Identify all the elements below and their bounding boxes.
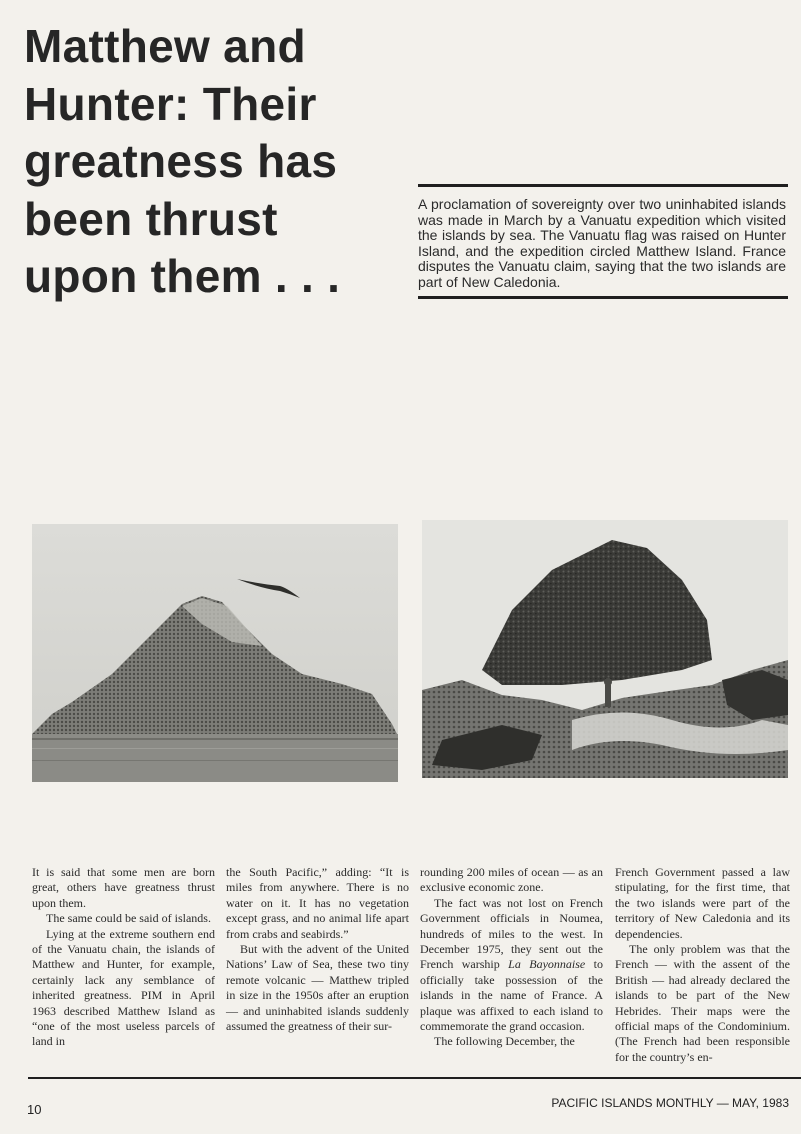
body-column-4	[615, 865, 790, 1065]
paragraph-text: to officially take possession of the islands in the name of France. A plaque was affixed to each island to commemorate the grand occasion.	[420, 957, 603, 1034]
paragraph: The same could be said of islands.	[46, 911, 211, 926]
magazine-footer: PACIFIC ISLANDS MONTHLY — MAY, 1983	[551, 1096, 789, 1110]
paragraph: The following December, the	[434, 1034, 575, 1049]
rocky-shore-photo-icon	[422, 520, 788, 778]
body-column-3	[420, 865, 603, 1050]
ship-name: La Bayonnaise	[508, 957, 586, 972]
paragraph	[420, 896, 603, 1035]
headline-line: greatness has	[24, 135, 338, 187]
body-column-1	[32, 865, 215, 1050]
standfirst-top-rule	[418, 184, 788, 187]
paragraph: the South Pacific,” adding: “It is miles from anywhere. There is no water on it. It has no vegetation except grass, and no animal life apart from crabs and seabirds.”	[226, 865, 409, 941]
body-column-2	[226, 865, 409, 1034]
headline	[24, 18, 384, 306]
island-photo	[32, 524, 398, 782]
headline-line: Hunter: Their	[24, 77, 317, 130]
paragraph: It is said that some men are born great, others have greatness thrust upon them.	[32, 865, 215, 910]
island-photo-icon	[32, 524, 398, 782]
standfirst: A proclamation of sovereignty over two uninhabited islands was made in March by a Vanuatu expedition which visited the islands by sea. The Vanuatu flag was raised on Hunter Island, and the expedition circled Matthew Island. France disputes the Vanuatu claim, saying that the two islands are part of New Caledonia.	[418, 196, 786, 290]
paragraph: Lying at the extreme southern end of the Vanuatu chain, the islands of Matthew and Hunter, for example, certainly lack any semblance of inherited greatness. PIM in April 1963 described Matthew Island as “one of the most useless parcels of land in	[32, 926, 215, 1049]
headline-line: Matthew and	[24, 20, 306, 72]
page-number: 10	[27, 1102, 42, 1117]
paragraph-text: The fact was not lost on French Government officials in Noumea, hundreds of miles to the west. In December 1975, they sent out the French warship	[420, 895, 603, 972]
paragraph: But with the advent of the United Nations’ Law of Sea, these two tiny remote volcanic — Matthew tripled in size in the 1950s after an eruption — and uninhabited islands suddenly assumed the greatness of their sur-	[226, 942, 409, 1034]
paragraph: rounding 200 miles of ocean — as an exclusive economic zone.	[420, 865, 603, 895]
headline-line: upon them . . .	[24, 250, 341, 302]
headline-line: been thrust	[24, 192, 278, 245]
paragraph: French Government passed a law stipulating, for the first time, that the two islands were part of the territory of New Caledonia and its dependencies.	[615, 865, 790, 941]
rocky-shore-photo	[422, 520, 788, 778]
paragraph: The only problem was that the French — with the assent of the British — had already declared the islands to be part of the New Hebrides. Their maps were the official maps of the Condominium. (The French had been responsible for the country’s en-	[615, 942, 790, 1064]
standfirst-bottom-rule	[418, 296, 788, 299]
footer-rule	[28, 1077, 801, 1079]
